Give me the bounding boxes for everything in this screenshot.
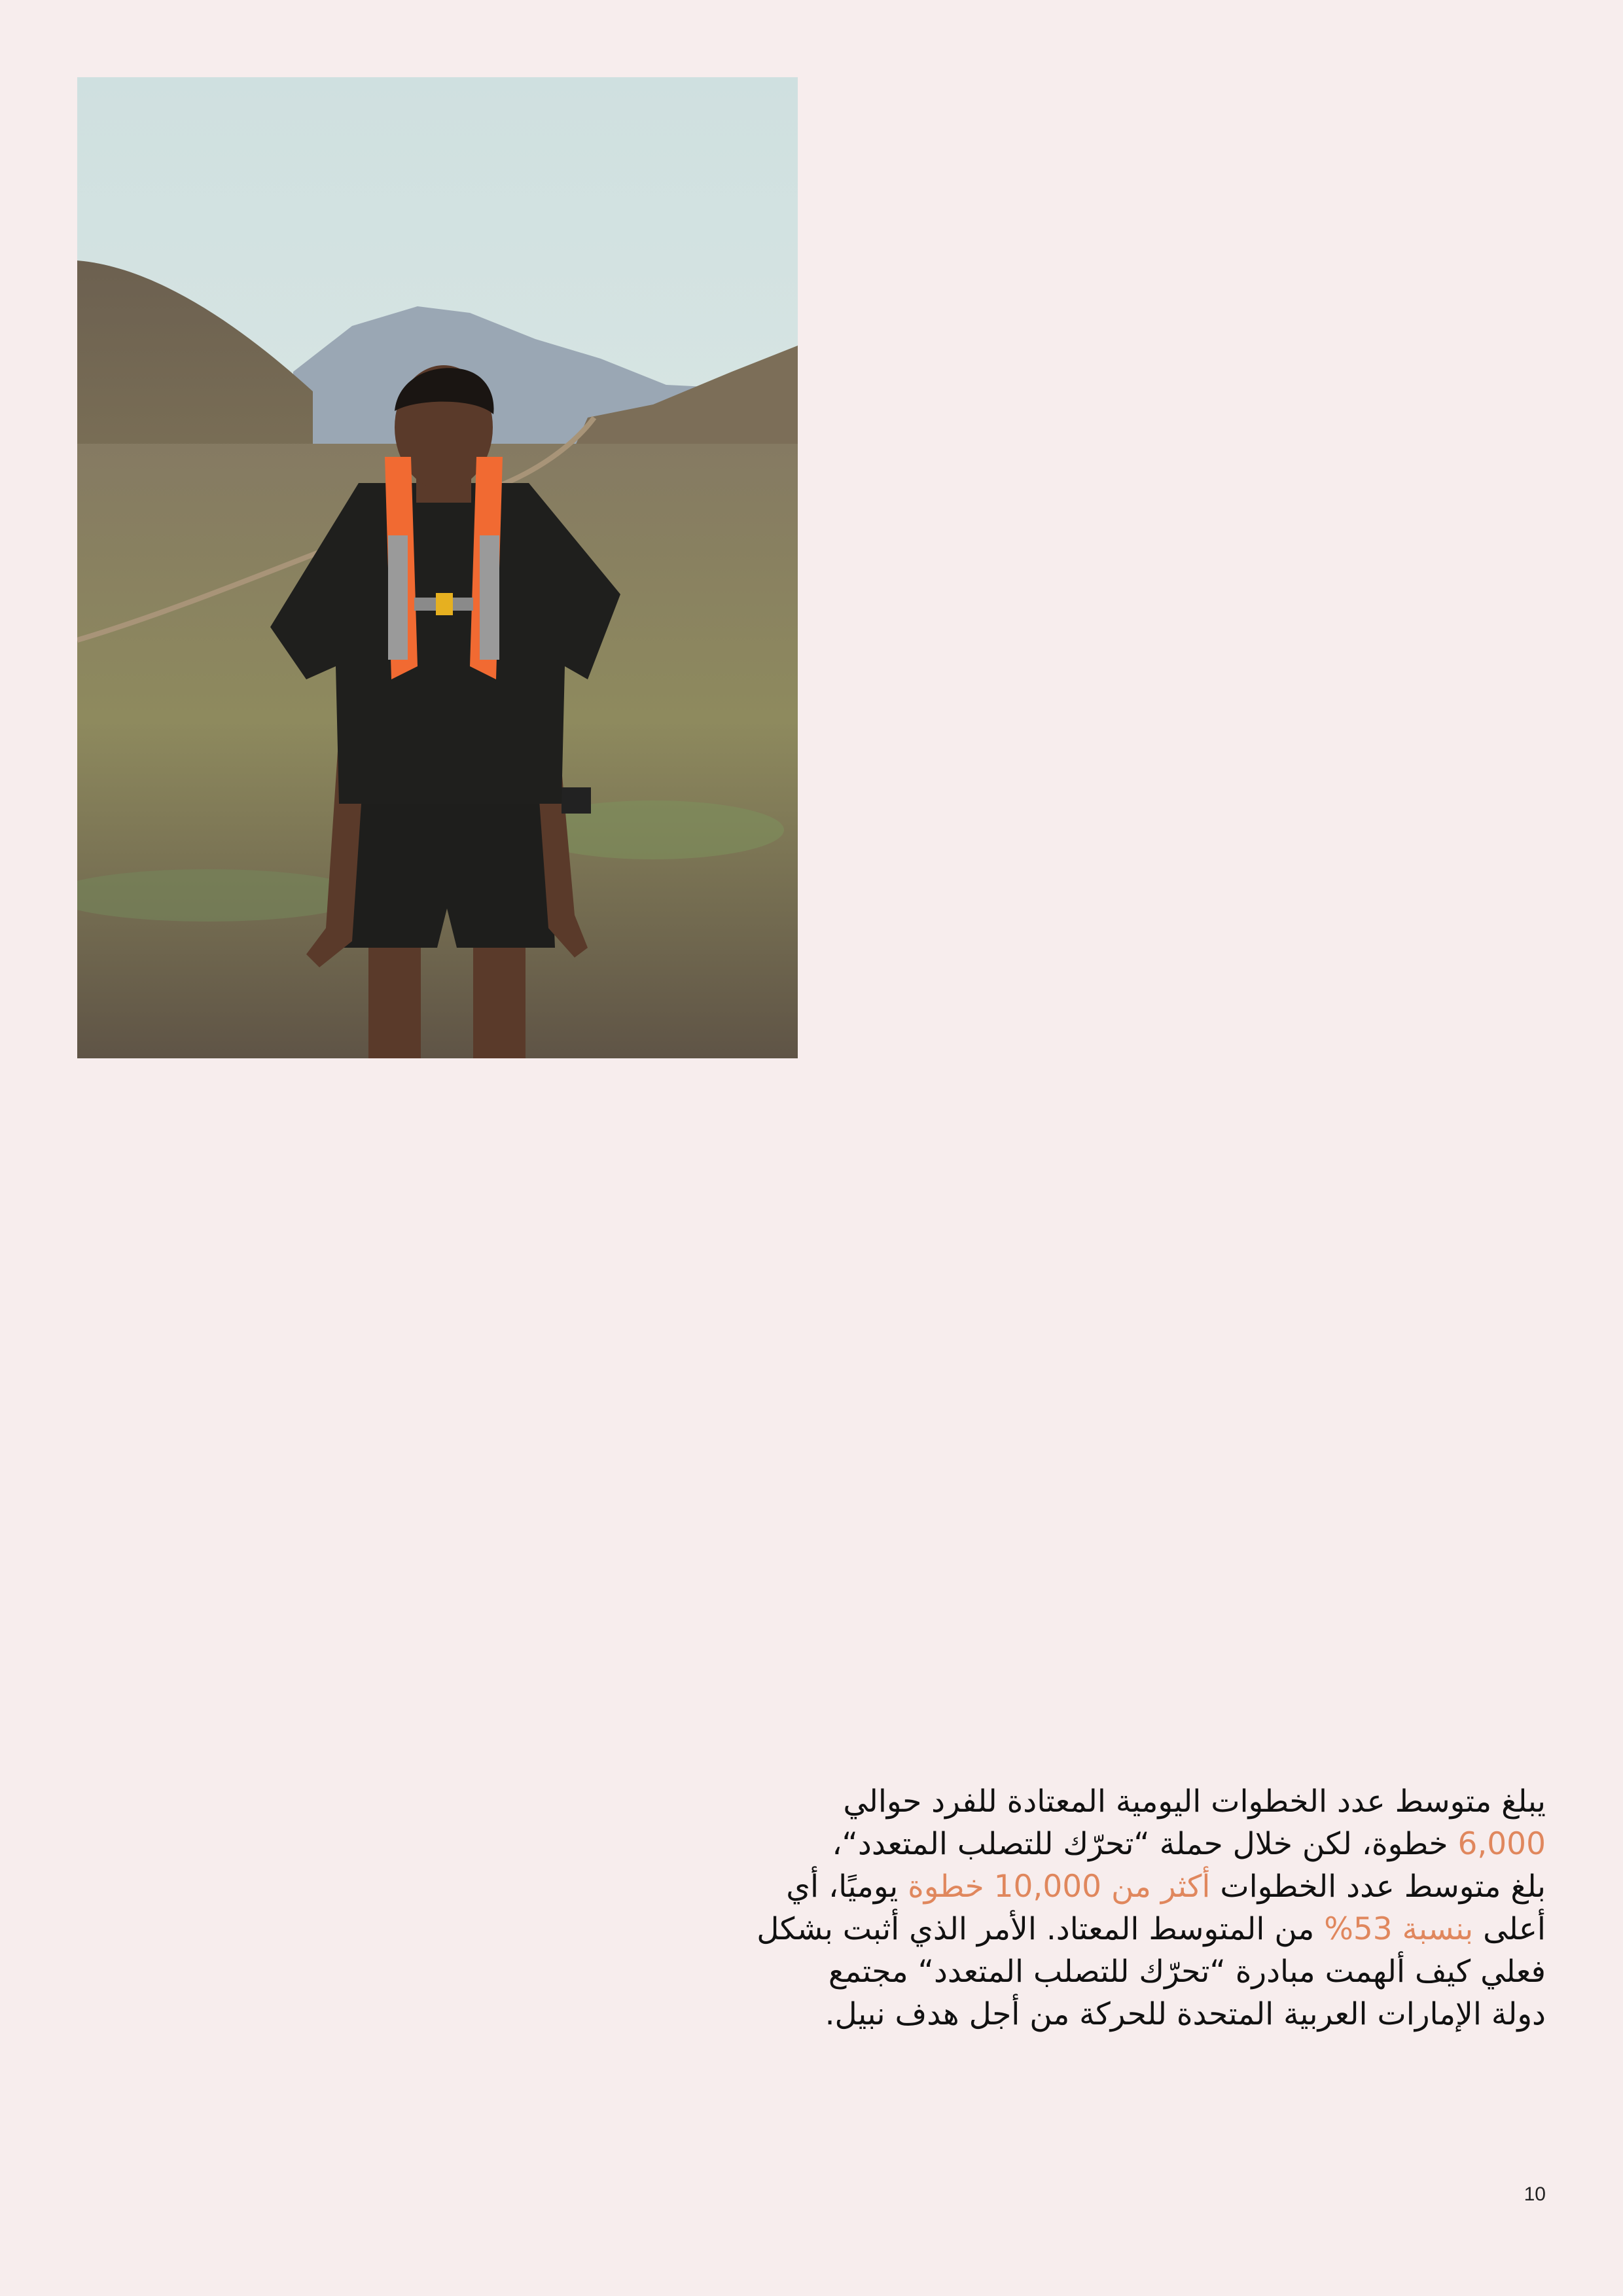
body-paragraph <box>590 1780 1546 2036</box>
body-line-3-end: يوميًا، أي <box>786 1869 908 1905</box>
page-number: 10 <box>1524 2183 1546 2205</box>
hiker-photo <box>77 77 798 1058</box>
body-line-5: فعلي كيف ألهمت مبادرة “تحرّك للتصلب المتعدد“ مجتمع <box>828 1954 1546 1990</box>
steps-campaign-highlight: أكثر من 10,000 خطوة <box>908 1869 1211 1905</box>
steps-baseline-highlight: 6,000 <box>1457 1826 1546 1862</box>
body-line-6: دولة الإمارات العربية المتحدة للحركة من أجل هدف نبيل. <box>825 1996 1546 2032</box>
body-line-2-rest: خطوة، لكن خلال حملة “تحرّك للتصلب المتعدد“، <box>832 1826 1458 1862</box>
body-line-4-end: من المتوسط المعتاد. الأمر الذي أثبت بشكل <box>757 1911 1325 1947</box>
percent-highlight: بنسبة 53% <box>1324 1911 1474 1947</box>
body-line-1: يبلغ متوسط عدد الخطوات اليومية المعتادة للفرد حوالي <box>843 1784 1546 1820</box>
body-line-4-start: أعلى <box>1473 1911 1546 1947</box>
body-line-3-start: بلغ متوسط عدد الخطوات <box>1210 1869 1546 1905</box>
